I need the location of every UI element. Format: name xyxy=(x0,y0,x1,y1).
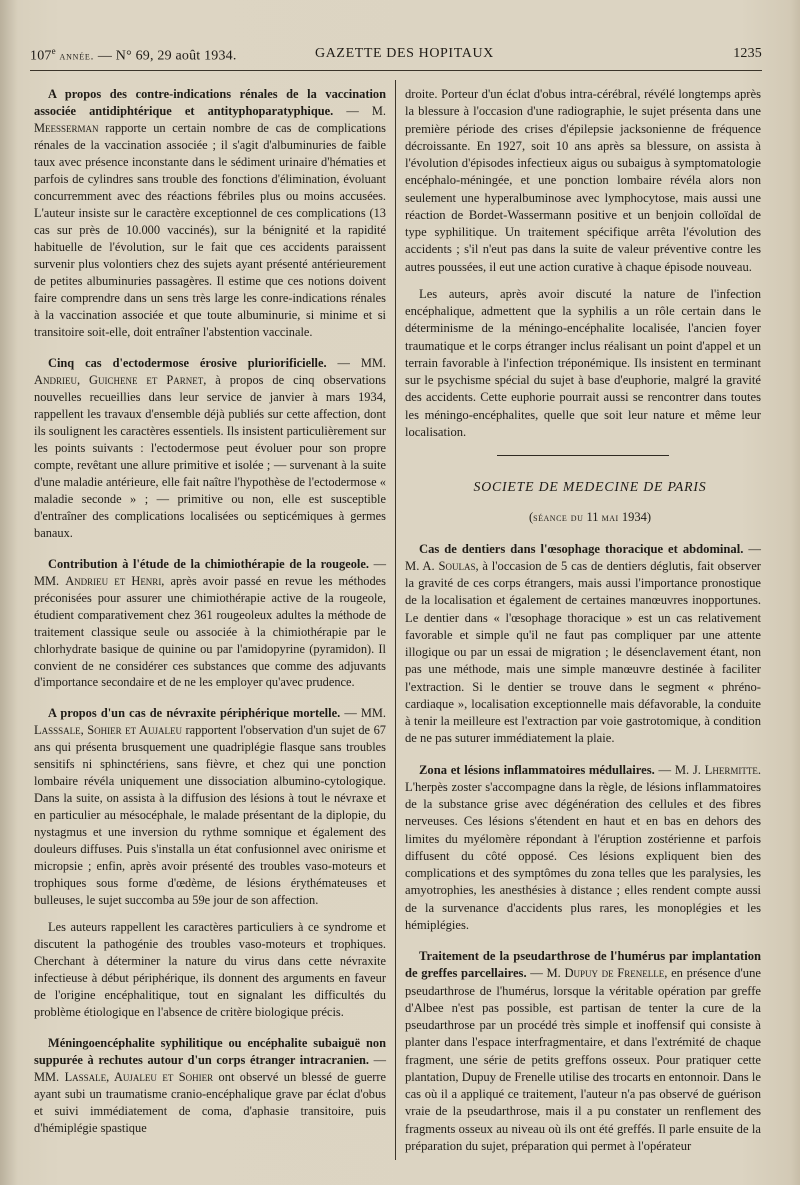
article-body: en présence d'une pseudarthrose de l'humérus, lorsque la véritable opération par greffe d'Albee n'est pas possible, est partisan de tenter la cure de la pseudarthrose par un procédé très simple et inoffensif qui consiste à planter dans l'espace interfragmentaire, et dans l'extrémité de chaque fragment, une série de petits greffons osseux. Pour pratiquer cette plantation, Dupuy de Frenelle utilise des trocarts en entonnoir. Dans le cas où il a appliqué ce traitement, l'auteur n'a pas observé de guérison vraie de la pseudarthrose, mais il a pu constater un renflement des fragments osseux au niveau où ils ont été greffés. Il parle ensuite de la préparation du sujet, préparation qui permet à l'opérateur xyxy=(405,966,761,1153)
article-pseudarthrose: Traitement de la pseudarthrose de l'humérus par implantation de greffes parcellaires. — M. Dupuy de Frenelle, en présence d'une pseudarthrose de l'humérus, lorsque la véritable opération par greffe d'Albee n'est pas possible, est partisan de tenter la cure de la pseudarthrose par un procédé très simple et inoffensif qui consiste à planter dans l'espace interfragmentaire, et dans l'extrémité de chaque fragment, une série de petits greffons osseux. Pour pratiquer cette plantation, Dupuy de Frenelle utilise des trocarts en entonnoir. Dans le cas où il a appliqué ce traitement, l'auteur n'a pas observé de guérison vraie de la pseudarthrose, mais il a pu constater un renflement des fragments osseux au niveau où ils ont été greffés. Il parle ensuite de la préparation du sujet, préparation qui permet à l'opérateur xyxy=(405,949,761,1153)
article-meningoencephalite-discussion: Les auteurs, après avoir discuté la nature de l'infection encéphalique, admettent que la syphilis a un rôle certain dans le déterminisme de la méningo-encéphalite localisée, l'ancien foyer traumatique et le corps étranger inclus réalisant un point d'appel et un terrain favorable à l'infection tréponémique. Ils insistent en terminant sur le psychisme spécial du sujet à base d'euphorie, malgré la gravité des accidents. Cette euphorie pourrait aussi se rencontrer dans toutes les méningo-encéphalites, quelle que soit leur nature et même leur localisation. xyxy=(405,286,761,439)
article-title: Traitement de la pseudarthrose de l'humérus par implantation de greffes parcellaires. xyxy=(405,949,761,981)
edition-number: 107 xyxy=(30,48,52,64)
article-body: à l'occasion de 5 cas de dentiers déglutis, fait observer la gravité de ces corps étrangers, mais aussi l'importance pronostique de la localisation et également de certaines manœuvres inopportunes. Le dentier dans « l'œsophage thoracique » est un cas relativement favorable et simple qu'il ne faut pas compliquer par une attente illogique ou par un essai de migration ; le désenclavement étant, non pas une méthode, mais une simple manœuvre destinée à faciliter l'extraction. Si le dentier se trouve dans le segment « phréno-cardiaque », localisation exceptionnelle mais défavorable, la conduite à tenir la meilleure est l'extraction par voie gastrotomique, à condition de ne pas suturer immédiatement la plaie. xyxy=(405,558,761,746)
article-title: A propos des contre-indications rénales de la vaccination associée antidiphtérique et antityphoparatyphique. xyxy=(34,87,386,118)
article-zona: Zona et lésions inflammatoires médullaires. — M. J. Lhermitte. L'herpès zoster s'accompagne dans la règle, de lésions inflammatoires de la substance grise avec dégénération des cellules et des fibres nerveuses. Ces lésions s'étendent en haut et en bas en dehors des limites du myélomère répondant à l'éruption zostérienne et parfois diffusent du côté opposé. Ces lésions expliquent bien des complications et des symptômes du zona telles que les paralysies, les amyotrophies, les anesthésies à distance ; elles rendent compte aussi de la survenance d'accidents plus rares, les monoplégies et les hémiplégies. xyxy=(405,762,761,932)
article-rougeole: Contribution à l'étude de la chimiothérapie de la rougeole. — MM. Andrieu et Henri, après avoir passé en revue les méthodes préconisées pour assurer une chimiothérapie active de la rougeole, étudient comparativement chez 361 rougeoleux adultes la méthode de traitement classique seule ou associée à la chimiothérapie par le chlorhydrate basique de quinine ou par l'amidopyrine (pyramidon). Il convient de ne considérer ces substances que comme des adjuvants d'importance secondaire et de ne les employer qu'avec prudence. xyxy=(34,556,386,690)
article-author: Lassale, Aujaleu et Sohier xyxy=(64,1070,214,1085)
article-meningoencephalite: Méningoencéphalite syphilitique ou encéphalite subaiguë non suppurée à rechutes autour d'un corps étranger intracranien. — MM. Lassale, Aujaleu et Sohier ont observé un blessé de guerre ayant subi un traumatisme cranio-encéphalique grave par éclat d'obus et suivi immédiatement de coma, d'aphasie transitoire, puis d'hémiplégie spastique xyxy=(34,1036,387,1136)
article-author: Dupuy de Frenelle, xyxy=(564,966,668,981)
article-vaccination: A propos des contre-indications rénales de la vaccination associée antidiphtérique et antityphoparatyphique. — M. Meesserman rapporte un certain nombre de cas de complications rénales de la vaccination associée ; il s'agit d'albuminuries de faible taux avec présence inconstante dans le sédiment urinaire d'hématies et parfois de cylindres sans trouble des fonctions d'élimination, évoluant concurremment avec des réactions fébriles plus ou moins accusées. L'auteur insiste sur le caractère exceptionnel de ces complications (13 cas sur près de 10.000 vaccinés), sur la bénignité et la rapidité habituelle de l'évolution, sur le fait que ces accidents paraissent survenir plus volontiers chez des sujets ayant présenté antérieurement de petites albuminuries passagères. Il estime que ces notions doivent faire comprendre dans un sens très large les conre-indications rénales à la vaccination associée et que toute albuminurie, si minime et si transitoire soit-elle, doit entraîner l'abstention vaccinale. xyxy=(34,87,386,339)
running-header xyxy=(30,46,762,66)
edition-word: année. xyxy=(59,50,95,63)
column-divider xyxy=(395,80,396,1160)
right-column xyxy=(405,86,761,1169)
edition-info xyxy=(30,46,237,65)
article-title: Zona et lésions inflammatoires médullaires. xyxy=(419,762,655,777)
page-number: 1235 xyxy=(733,46,762,61)
article-nevraxite: A propos d'un cas de névraxite périphérique mortelle. — MM. Lasssale, Sohier et Aujaleu rapportent l'observation d'un sujet de 67 ans qui présenta brusquement une quadriplégie flasque sans troubles sensitifs ni sphinctériens, sans fièvre, et chez qui une ponction lombaire révéla uniquement une dissociation albumino-cytologique. Dans la suite, on assista à la diffusion des lésions à tout le névraxe et en particulier au mésocéphale, le malade présentant de la diplopie, du nystagmus et une inversion du rythme somnique et également des douleurs diffuses. Puis s'installa un état confusionnel avec onirisme et micropsie ; enfin, après avoir présenté des troubles vaso-moteurs et trophiques sous forme d'œdème, de lésions érythémateuses et bulleuses, le sujet succomba au 59e jour de son affection. xyxy=(34,706,387,908)
article-author: Andrieu, Guichene et Parnet, xyxy=(34,372,207,387)
journal-title: GAZETTE DES HOPITAUX xyxy=(315,46,494,61)
article-author: Lasssale, Sohier et Aujaleu xyxy=(34,723,182,738)
article-author: Lhermitte. xyxy=(704,762,761,777)
article-title: A propos d'un cas de névraxite périphérique mortelle. xyxy=(48,706,341,721)
edition-superscript: e xyxy=(51,46,56,56)
article-author: Andrieu et Henri, xyxy=(65,573,165,588)
article-nevraxite-continued: Les auteurs rappellent les caractères particuliers à ce syndrome et discutent la pathogénie des troubles vaso-moteurs et trophiques. Cherchant à déterminer la nature du virus dans cette névraxite infectieuse à début périphérique, ils donnent des arguments en faveur de l'origine encéphalitique, tout en signalant les difficultés du problème étiologique en l'absence de critère biologique précis. xyxy=(34,920,386,1020)
article-title: Cas de dentiers dans l'œsophage thoracique et abdominal. xyxy=(419,541,744,556)
article-author: Soulas, xyxy=(438,558,479,573)
header-rule xyxy=(30,70,762,71)
article-author: Meesserman xyxy=(34,120,99,135)
session-date: (séance du 11 mai 1934) xyxy=(529,510,651,525)
article-body: ont observé un blessé de guerre ayant subi un traumatisme cranio-encéphalique grave par éclat d'obus et suivi immédiatement de coma, d'aphasie transitoire, puis d'hémiplégie spastique xyxy=(34,1070,387,1136)
article-title: Cinq cas d'ectodermose érosive pluriorificielle. xyxy=(48,355,327,370)
article-body: L'herpès zoster s'accompagne dans la règle, de lésions inflammatoires de la substance grise avec dégénération des cellules et des fibres nerveuses. Ces lésions s'étendent en haut et en bas en dehors des limites du myélomère répondant à l'éruption zostérienne et parfois diffusent du côté opposé. Ces lésions expliquent bien des complications et des symptômes du zona telles que les paralysies, les amyotrophies, les anesthésies à distance ; elles rendent compte aussi de la survenance d'accidents plus rares, les monoplégies et les hémiplégies. xyxy=(405,779,761,932)
article-title: Contribution à l'étude de la chimiothérapie de la rougeole. xyxy=(48,556,369,571)
article-dentiers: Cas de dentiers dans l'œsophage thoracique et abdominal. — M. A. Soulas, à l'occasion de 5 cas de dentiers déglutis, fait observer la gravité de ces corps étrangers, mais aussi l'importance pronostique de la localisation et également de certaines manœuvres inopportunes. Le dentier dans « l'œsophage thoracique » est un cas relativement favorable et simple qu'il ne faut pas compliquer par une attente illogique ou par un essai de migration ; le désenclavement étant, non pas une méthode, mais une simple manœuvre destinée à faciliter l'extraction. Si le dentier se trouve dans le segment « phréno-cardiaque », localisation exceptionnelle mais défavorable, la conduite à tenir la meilleure est l'extraction par voie gastrotomique, à condition de ne pas suturer immédiatement la plaie. xyxy=(405,541,761,746)
article-ectodermose: Cinq cas d'ectodermose érosive pluriorificielle. — MM. Andrieu, Guichene et Parnet, à propos de cinq observations nouvelles recueillies dans leur service de janvier à mars 1934, rappellent les travaux d'ensemble déjà publiés sur cette affection, dont ils soulignent les caractères essentiels. Ils insistent particulièrement sur les points suivants : l'ectodermose peut évoluer pour son propre compte, revêtant une allure primitive et isolée ; — survenant à la suite d'une maladie antérieure, elle fait naître l'hypothèse de l'ectodermose « maladie seconde » ; — primitive ou non, elle est susceptible d'entraîner des complications localisées ou septicémiques à germes banaux. xyxy=(34,355,387,540)
article-meningoencephalite-continued: droite. Porteur d'un éclat d'obus intra-cérébral, révélé longtemps après la blessure à l'occasion d'une radiographie, le sujet présenta dans une première période des crises d'épilepsie jacksonienne de fréquence décroissante. En 1927, soit 10 ans après sa blessure, on assista à l'évolution d'épisodes infectieux aigus ou subaigus à symptomatologie encéphalo-méningée, et une ponction lombaire révéla alors non seulement une hyperalbuminose avec lymphocytose, mais aussi une réaction de Bordet-Wassermann positive et un benjoin colloïdal de type syphilitique. Un traitement spécifique arrêta l'évolution des accidents ; s'il n'eut pas dans la suite de valeur préventive contre les autres poussées, il eut une action curative à chaque épisode nouveau. xyxy=(405,87,761,274)
article-body: après avoir passé en revue les méthodes préconisées pour assurer une chimiothérapie active de la rougeole, étudient comparativement chez 361 rougeoleux adultes la méthode de traitement classique seule ou associée à la chimiothérapie par le chlorhydrate basique de quinine ou par l'amidopyrine (pyramidon). Il convient de ne considérer ces substances que comme des adjuvants d'importance secondaire et de ne les employer qu'avec prudence. xyxy=(34,573,386,690)
left-column xyxy=(34,86,386,1151)
article-title: Méningoencéphalite syphilitique ou encéphalite subaiguë non suppurée à rechutes autour d'un corps étranger intracranien. xyxy=(34,1036,386,1068)
society-heading: SOCIETE DE MEDECINE DE PARIS xyxy=(473,479,707,494)
section-rule xyxy=(497,455,669,456)
article-body: rapportent l'observation d'un sujet de 67 ans qui présenta brusquement une quadriplégie flasque sans troubles sensitifs ni sphinctériens, sans fièvre, et chez qui une ponction lombaire révéla uniquement une dissociation albumino-cytologique. Dans la suite, on assista à la diffusion des lésions à tout le névraxe et en particulier au mésocéphale, le malade présentant de la diplopie, du nystagmus et une inversion du rythme somnique et également des douleurs diffuses. Puis s'installa un état confusionnel avec onirisme et micropsie ; enfin, après avoir présenté des troubles vaso-moteurs et trophiques sous forme d'œdème, de lésions érythémateuses et bulleuses, le sujet succomba au 59e jour de son affection. xyxy=(34,723,386,908)
article-body: rapporte un certain nombre de cas de complications rénales de la vaccination associée ; il s'agit d'albuminuries de faible taux avec présence inconstante dans le sédiment urinaire d'hématies et parfois de cylindres sans trouble des fonctions d'élimination, évoluant concurremment avec des réactions fébriles plus ou moins accusées. L'auteur insiste sur le caractère exceptionnel de ces complications (13 cas sur près de 10.000 vaccinés), sur la bénignité et la rapidité habituelle de l'évolution, sur le fait que ces accidents paraissent survenir plus volontiers chez des sujets ayant présenté antérieurement de petites albuminuries passagères. Il estime que ces notions doivent faire comprendre dans un sens très large les conre-indications rénales à la vaccination associée et que toute albuminurie, si minime et si transitoire soit-elle, doit entraîner l'abstention vaccinale. xyxy=(34,120,386,339)
article-body: à propos de cinq observations nouvelles recueillies dans leur service de janvier à mars 1934, rappellent les travaux d'ensemble déjà publiés sur cette affection, dont ils soulignent les caractères essentiels. Ils insistent particulièrement sur les points suivants : l'ectodermose peut évoluer pour son propre compte, revêtant une allure primitive et isolée ; — survenant à la suite d'une maladie antérieure, elle fait naître l'hypothèse de l'ectodermose « maladie seconde » ; — primitive ou non, elle est susceptible d'entraîner des complications localisées ou septicémiques à germes banaux. xyxy=(34,372,387,540)
issue-date: — N° 69, 29 août 1934. xyxy=(97,48,237,64)
